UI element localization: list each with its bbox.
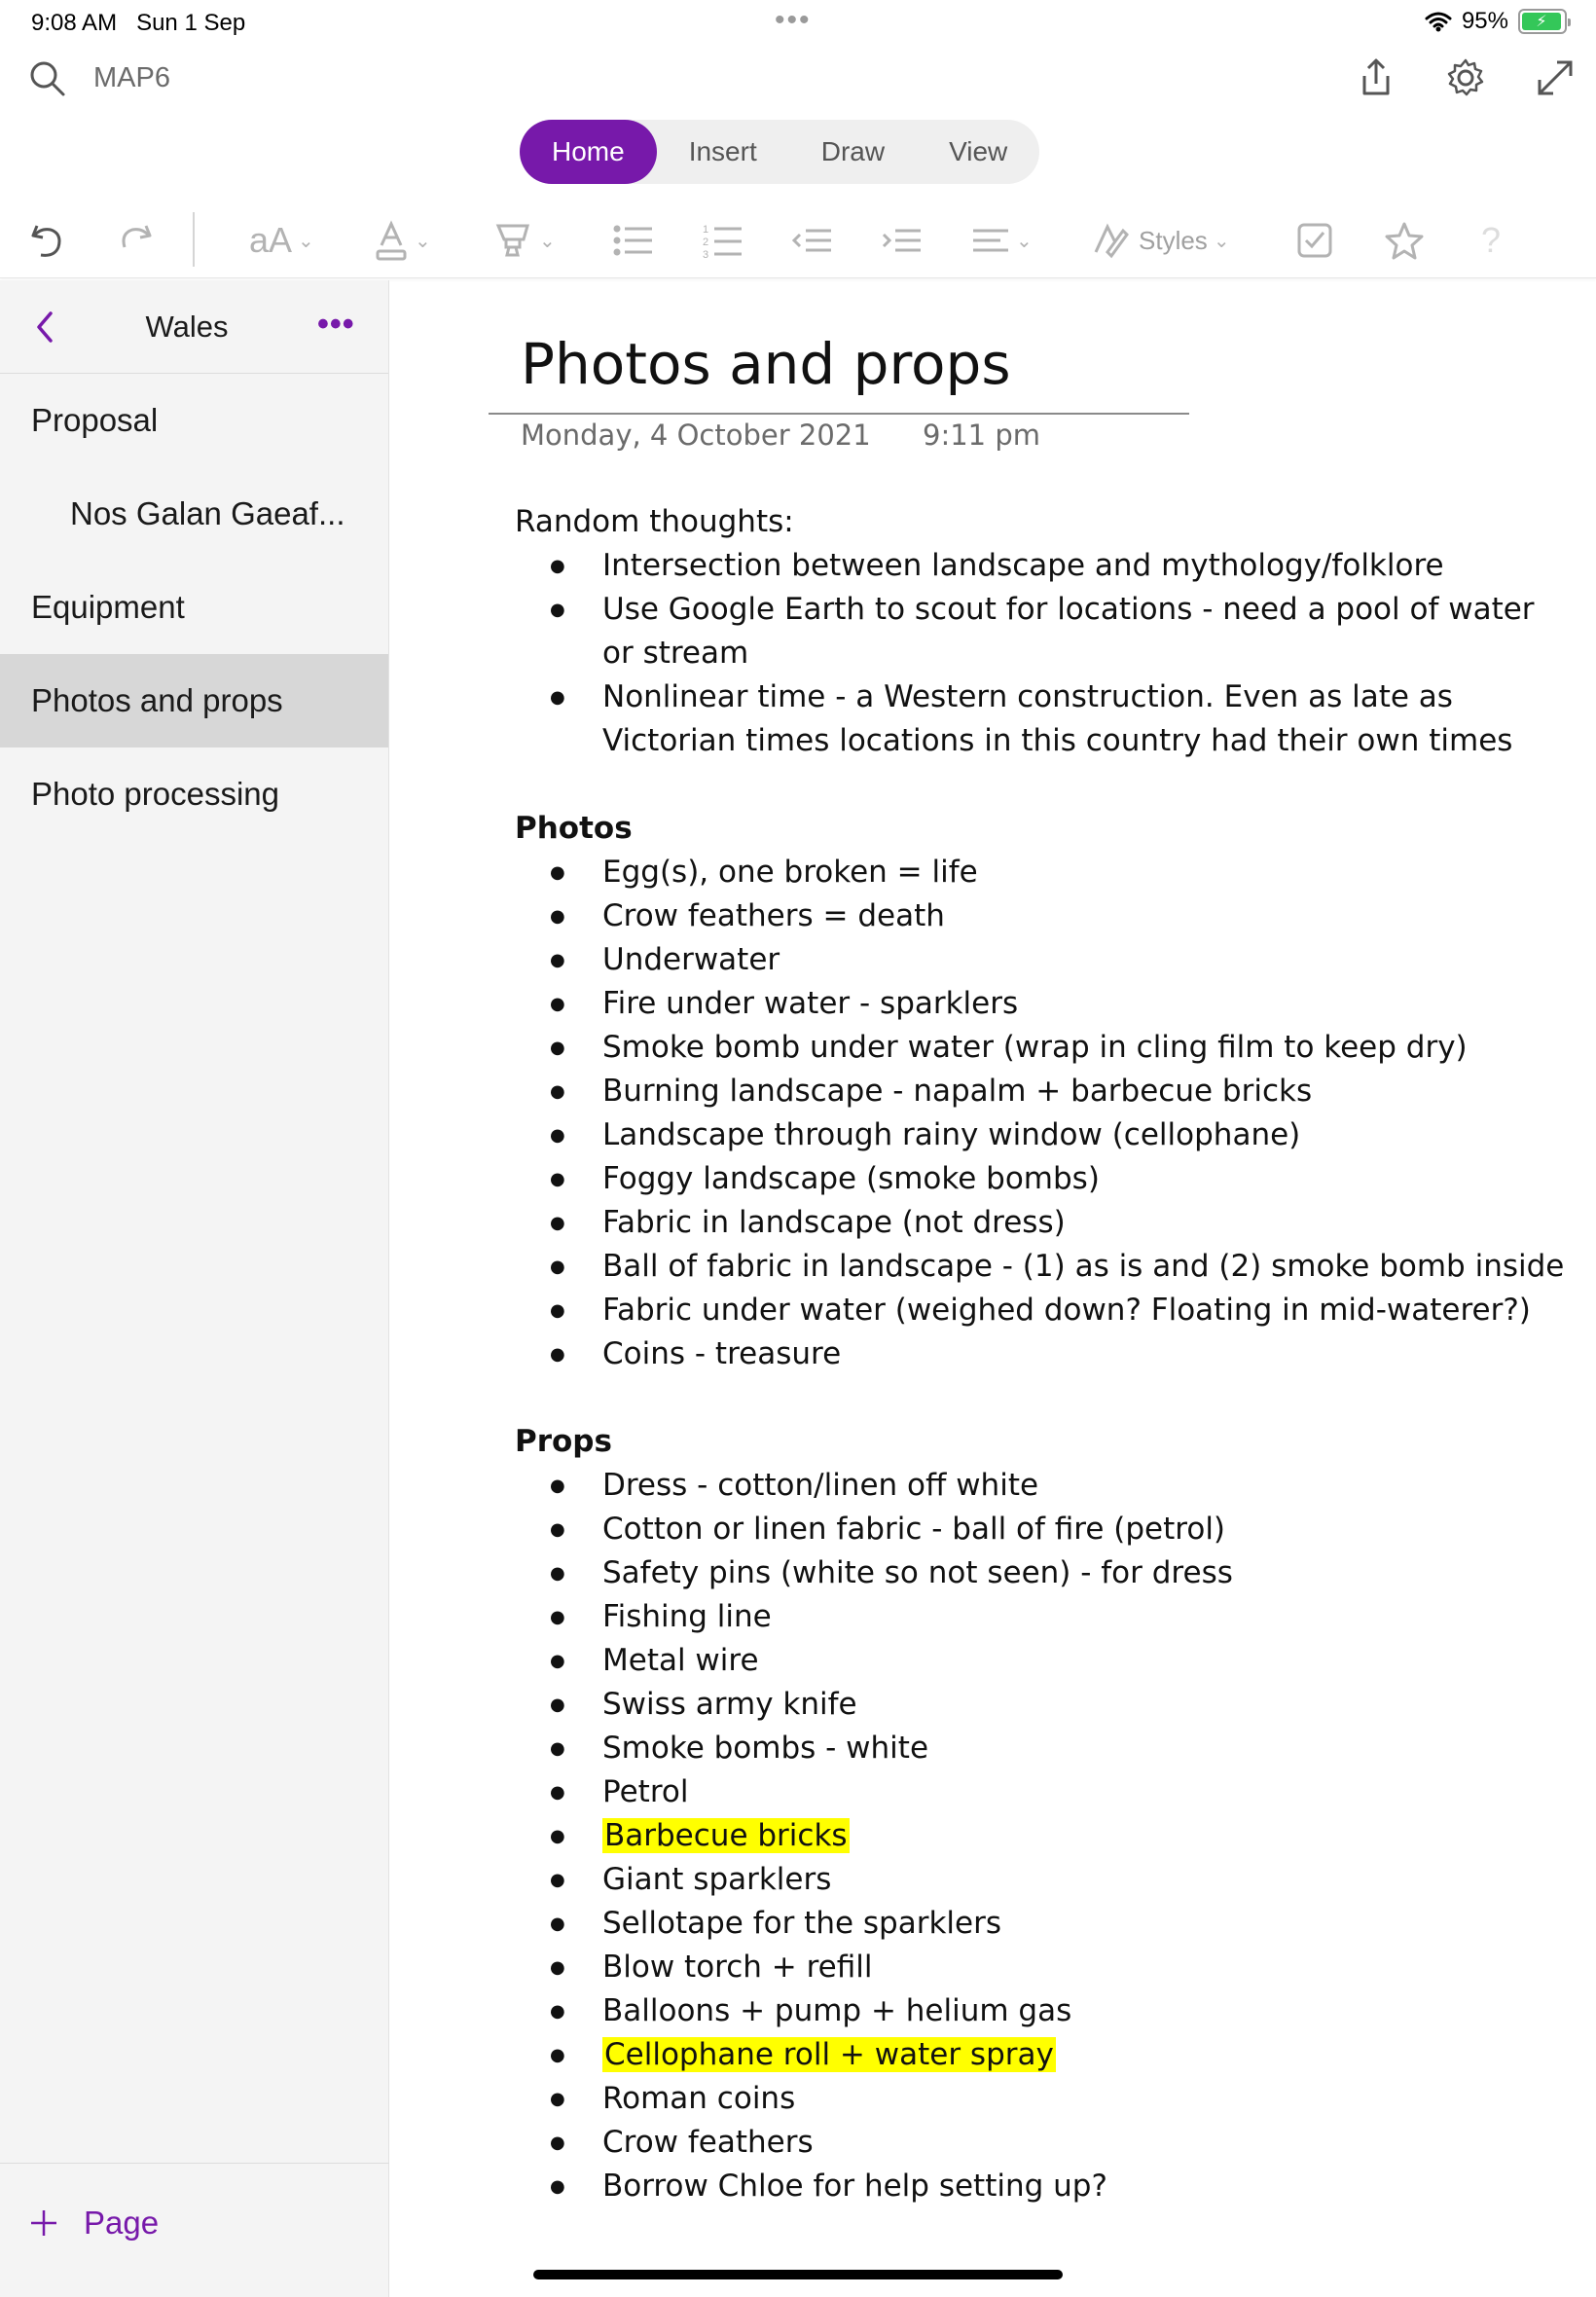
ribbon-tabs	[520, 120, 1039, 184]
list-item[interactable]: ● Fire under water - sparklers	[515, 982, 1566, 1026]
list-item-text: Balloons + pump + helium gas	[602, 1993, 1072, 2028]
list-item-text: Metal wire	[602, 1643, 759, 1678]
list-item[interactable]	[515, 1989, 1566, 2033]
page-item-label: Proposal	[31, 402, 159, 438]
list-item[interactable]: ● Egg(s), one broken = life	[515, 851, 1566, 894]
list-item-text: Sellotape for the sparklers	[602, 1906, 1002, 1941]
props-list	[515, 1464, 1566, 2208]
decrease-indent-button[interactable]	[792, 218, 833, 263]
indent-icon	[882, 223, 923, 258]
home-toolbar	[0, 201, 1596, 278]
list-item-text: Swiss army knife	[602, 1687, 857, 1722]
align-left-icon	[971, 223, 1010, 258]
highlighted-text: Barbecue bricks	[604, 1818, 848, 1853]
undo-button[interactable]	[27, 218, 68, 263]
font-color-button[interactable]: ⌄	[374, 218, 431, 263]
page-item-label: Photos and props	[31, 682, 283, 718]
list-item-text: Fishing line	[602, 1599, 772, 1634]
outdent-icon	[792, 223, 833, 258]
status-time: 9:08 AM	[31, 10, 118, 36]
help-icon[interactable]: ?	[1481, 220, 1502, 260]
page-time: 9:11 pm	[923, 419, 1040, 452]
gear-icon[interactable]	[1444, 56, 1487, 99]
wifi-icon	[1425, 11, 1452, 32]
add-page-button[interactable]	[29, 2205, 159, 2242]
page-item-equipment[interactable]	[0, 561, 388, 654]
plus-icon	[29, 2208, 58, 2238]
font-color-icon	[374, 220, 409, 261]
battery-icon: ⚡	[1518, 9, 1567, 34]
list-item-text: Safety pins (white so not seen) - for dress	[602, 1555, 1233, 1590]
list-item[interactable]	[515, 1639, 1566, 1683]
list-item[interactable]: ● Use Google Earth to scout for locations - need a pool of water or stream	[515, 588, 1566, 675]
add-page-label: Page	[84, 2205, 160, 2241]
svg-text:3: 3	[703, 249, 709, 260]
sidebar-footer	[0, 2163, 389, 2297]
expand-icon[interactable]	[1534, 56, 1577, 99]
svg-text:1: 1	[703, 224, 709, 236]
random-thoughts-list	[515, 544, 1566, 763]
photos-list	[515, 851, 1566, 1376]
styles-icon	[1092, 221, 1131, 260]
page-item-photo-processing[interactable]	[0, 747, 388, 841]
list-item-text: Borrow Chloe for help setting up?	[602, 2169, 1107, 2204]
list-item[interactable]	[515, 2165, 1566, 2208]
bullet-list-icon	[613, 223, 654, 258]
page-canvas[interactable]	[389, 280, 1596, 2297]
list-item[interactable]	[515, 1727, 1566, 1770]
list-item[interactable]: ● Landscape through rainy window (cellophane)	[515, 1113, 1566, 1157]
list-item[interactable]	[515, 1683, 1566, 1727]
list-item[interactable]	[515, 2077, 1566, 2121]
home-indicator[interactable]	[533, 2270, 1063, 2279]
tab-view[interactable]: View	[949, 136, 1008, 166]
list-item-text: Cotton or linen fabric - ball of fire (petrol)	[602, 1512, 1226, 1547]
redo-icon	[115, 220, 156, 261]
list-item[interactable]	[515, 1858, 1566, 1902]
checkbox-icon	[1296, 222, 1333, 259]
photos-heading[interactable]: Photos	[515, 811, 633, 846]
list-item[interactable]	[515, 1508, 1566, 1551]
svg-text:2: 2	[703, 237, 709, 248]
list-item-text: Roman coins	[602, 2081, 796, 2116]
list-item[interactable]	[515, 1595, 1566, 1639]
page-item-label: Equipment	[31, 589, 185, 625]
list-item[interactable]	[515, 1551, 1566, 1595]
section-header	[0, 280, 388, 374]
list-item[interactable]	[515, 2033, 1566, 2077]
todo-tag-button[interactable]	[1296, 218, 1333, 263]
top-actions	[1355, 56, 1577, 99]
list-item[interactable]	[515, 1814, 1566, 1858]
list-item-text: Smoke bombs - white	[602, 1731, 929, 1766]
props-heading[interactable]: Props	[515, 1424, 612, 1459]
list-item[interactable]: ● Foggy landscape (smoke bombs)	[515, 1157, 1566, 1201]
share-icon[interactable]	[1355, 56, 1397, 99]
section-title: Wales	[145, 310, 229, 344]
multitasking-dots-icon[interactable]: •••	[775, 4, 812, 36]
list-item-text: Dress - cotton/linen off white	[602, 1468, 1039, 1503]
styles-button[interactable]: Styles ⌄	[1092, 218, 1230, 263]
note-container[interactable]	[515, 500, 1566, 2208]
list-item[interactable]	[515, 1902, 1566, 1946]
list-item[interactable]: ● Coins - treasure	[515, 1332, 1566, 1376]
list-item[interactable]: ● Ball of fabric in landscape - (1) as is and (2) smoke bomb inside	[515, 1245, 1566, 1289]
increase-indent-button[interactable]	[882, 218, 923, 263]
status-date: Sun 1 Sep	[136, 10, 246, 36]
list-item[interactable]	[515, 1770, 1566, 1814]
title-row	[0, 49, 1596, 113]
list-item[interactable]: ● Smoke bomb under water (wrap in cling film to keep dry)	[515, 1026, 1566, 1070]
title-underline	[489, 413, 1189, 415]
highlighter-button[interactable]: ⌄	[494, 218, 556, 263]
page-title[interactable]: Photos and props	[521, 331, 1011, 397]
font-size-label: aA	[249, 220, 293, 260]
list-item[interactable]: ● Fabric in landscape (not dress)	[515, 1201, 1566, 1245]
list-item[interactable]: ● Underwater	[515, 938, 1566, 982]
important-tag-button[interactable]	[1384, 218, 1425, 263]
redo-button[interactable]	[115, 218, 156, 263]
tab-insert[interactable]: Insert	[688, 136, 757, 166]
styles-label: Styles	[1139, 225, 1208, 255]
page-item-label: Photo processing	[31, 776, 279, 812]
page-item-proposal[interactable]	[0, 374, 388, 467]
page-item-photos-and-props[interactable]	[0, 654, 388, 747]
more-options-icon[interactable]: •••	[317, 306, 355, 343]
star-icon	[1384, 221, 1425, 260]
spacer	[515, 763, 1566, 807]
list-item[interactable]: ● Intersection between landscape and mythology/folklore	[515, 544, 1566, 588]
list-item[interactable]	[515, 2121, 1566, 2165]
tab-home[interactable]: Home	[520, 120, 657, 184]
list-item[interactable]: ● Nonlinear time - a Western construction. Even as late as Victorian times locations in this country had their own times	[515, 675, 1566, 763]
list-item[interactable]	[515, 1946, 1566, 1989]
page-item-label: Nos Galan Gaeaf...	[70, 495, 345, 531]
status-time-date	[31, 10, 245, 37]
list-item[interactable]	[515, 1464, 1566, 1508]
spacer	[515, 1376, 1566, 1420]
random-thoughts-heading[interactable]: Random thoughts:	[515, 504, 794, 539]
list-item-text: Crow feathers	[602, 2125, 814, 2160]
font-size-button[interactable]: aA ⌄	[249, 220, 314, 260]
status-bar	[0, 0, 1596, 49]
tab-draw[interactable]: Draw	[820, 136, 886, 166]
search-icon[interactable]	[27, 58, 66, 97]
page-list-sidebar	[0, 280, 389, 2297]
undo-icon	[27, 220, 68, 261]
numbering-button[interactable]	[703, 218, 744, 263]
highlighted-text: Cellophane roll + water spray	[604, 2037, 1054, 2072]
highlighter-icon	[494, 220, 533, 261]
list-item[interactable]: ● Crow feathers = death	[515, 894, 1566, 938]
list-item-text: Blow torch + refill	[602, 1950, 873, 1985]
align-button[interactable]: ⌄	[971, 218, 1033, 263]
list-item[interactable]: ● Fabric under water (weighed down? Floating in mid-waterer?)	[515, 1289, 1566, 1332]
numbered-list-icon	[703, 221, 744, 260]
list-item[interactable]: ● Burning landscape - napalm + barbecue bricks	[515, 1070, 1566, 1113]
page-date: Monday, 4 October 2021	[521, 419, 871, 452]
battery-percent: 95%	[1461, 8, 1508, 34]
status-indicators	[1425, 8, 1567, 35]
list-item-text: Petrol	[602, 1774, 689, 1809]
notebook-name[interactable]: MAP6	[93, 62, 170, 93]
toolbar-divider	[193, 212, 195, 267]
list-item-text: Giant sparklers	[602, 1862, 832, 1897]
bullets-button[interactable]	[613, 218, 654, 263]
page-item-nos-galan-gaeaf[interactable]	[0, 467, 388, 561]
